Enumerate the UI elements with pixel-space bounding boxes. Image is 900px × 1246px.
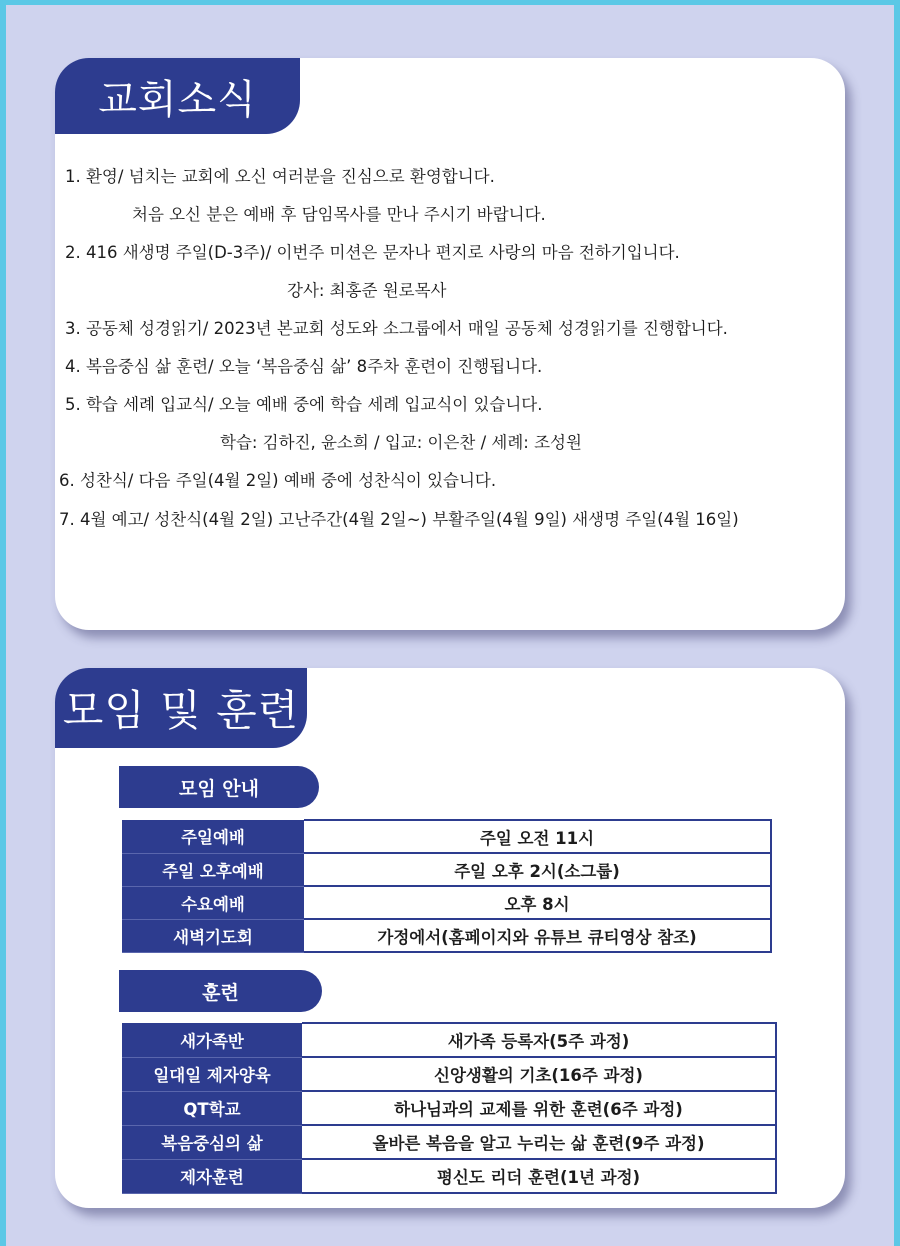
training-table: [122, 1022, 777, 1194]
news-item-1: 1. 환영/ 넘치는 교회에 오신 여러분을 진심으로 환영합니다.: [65, 167, 495, 186]
training-name: 제자훈련: [122, 1159, 302, 1193]
news-item-2-detail: 강사: 최홍준 원로목사: [287, 281, 447, 300]
training-detail: 하나님과의 교제를 위한 훈련(6주 과정): [302, 1091, 776, 1125]
news-item-7: 7. 4월 예고/ 성찬식(4월 2일) 고난주간(4월 2일~) 부활주일(4월 9일) 새생명 주일(4월 16일): [59, 510, 739, 529]
meeting-detail: 주일 오후 2시(소그룹): [304, 853, 771, 886]
training-heading: 훈련: [119, 970, 322, 1012]
training-detail: 신앙생활의 기초(16주 과정): [302, 1057, 776, 1091]
table-row: [122, 1023, 776, 1057]
frame-left: [0, 0, 6, 1246]
table-row: [122, 820, 771, 853]
meeting-name: 주일예배: [122, 820, 304, 853]
news-item-2: 2. 416 새생명 주일(D-3주)/ 이번주 미션은 문자나 편지로 사랑의 마음 전하기입니다.: [65, 243, 680, 262]
training-detail: 올바른 복음을 알고 누리는 삶 훈련(9주 과정): [302, 1125, 776, 1159]
table-row: [122, 919, 771, 952]
news-item-5: 5. 학습 세례 입교식/ 오늘 예배 중에 학습 세례 입교식이 있습니다.: [65, 395, 543, 414]
table-row: [122, 1125, 776, 1159]
training-detail: 새가족 등록자(5주 과정): [302, 1023, 776, 1057]
table-row: [122, 1091, 776, 1125]
meeting-training-title: 모임 및 훈련: [55, 668, 307, 748]
meeting-guide-heading: 모임 안내: [119, 766, 319, 808]
news-item-3: 3. 공동체 성경읽기/ 2023년 본교회 성도와 소그룹에서 매일 공동체 성경읽기를 진행합니다.: [65, 319, 728, 338]
training-detail: 평신도 리더 훈련(1년 과정): [302, 1159, 776, 1193]
news-item-1-detail: 처음 오신 분은 예배 후 담임목사를 만나 주시기 바랍니다.: [132, 205, 546, 224]
meeting-name: 새벽기도회: [122, 919, 304, 952]
meeting-detail: 주일 오전 11시: [304, 820, 771, 853]
table-row: [122, 853, 771, 886]
meeting-guide-table: [122, 819, 772, 953]
meeting-detail: 가정에서(홈페이지와 유튜브 큐티영상 참조): [304, 919, 771, 952]
training-name: 일대일 제자양육: [122, 1057, 302, 1091]
training-name: 복음중심의 삶: [122, 1125, 302, 1159]
news-item-4: 4. 복음중심 삶 훈련/ 오늘 ‘복음중심 삶’ 8주차 훈련이 진행됩니다.: [65, 357, 543, 376]
church-news-title: 교회소식: [55, 58, 300, 134]
table-row: [122, 1057, 776, 1091]
church-news-list: [55, 58, 845, 630]
meeting-detail: 오후 8시: [304, 886, 771, 919]
news-item-6: 6. 성찬식/ 다음 주일(4월 2일) 예배 중에 성찬식이 있습니다.: [59, 471, 497, 490]
frame-top: [0, 0, 900, 5]
meeting-training-card: [55, 668, 845, 1208]
meeting-name: 주일 오후예배: [122, 853, 304, 886]
church-news-card: [55, 58, 845, 630]
table-row: [122, 1159, 776, 1193]
table-row: [122, 886, 771, 919]
meeting-name: 수요예배: [122, 886, 304, 919]
training-name: 새가족반: [122, 1023, 302, 1057]
training-name: QT학교: [122, 1091, 302, 1125]
frame-right: [894, 0, 900, 1246]
news-item-5-detail: 학습: 김하진, 윤소희 / 입교: 이은찬 / 세례: 조성원: [220, 433, 582, 452]
